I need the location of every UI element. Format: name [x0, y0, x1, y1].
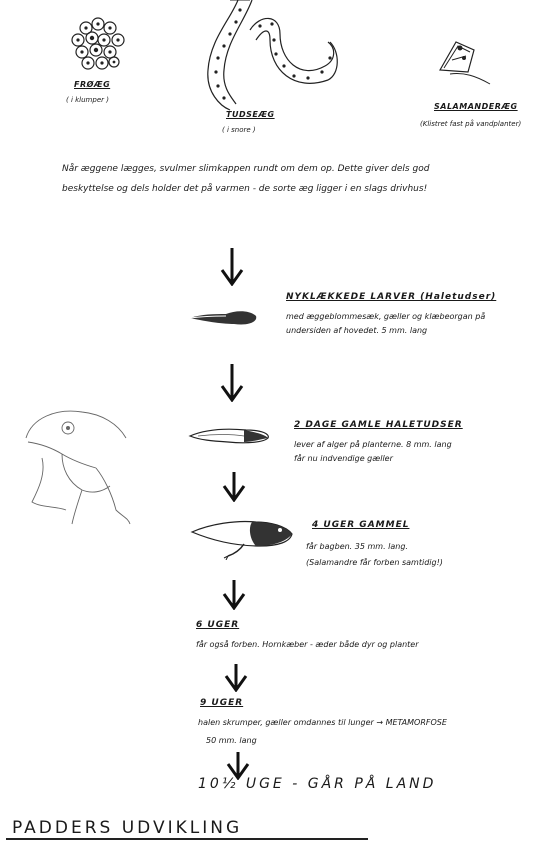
stage-5-title: 9 UGER	[200, 698, 244, 708]
toad-egg-sublabel: ( i snore )	[222, 126, 256, 134]
intro-line-1: Når æggene lægges, svulmer slimkappen rundt om dem op. Dette giver dels god	[62, 164, 430, 174]
down-arrow-icon	[220, 364, 244, 402]
stage-2-desc-1: lever af alger på planterne. 8 mm. lang	[294, 440, 452, 449]
down-arrow-icon	[220, 248, 244, 286]
final-stage-text: 10½ UGE - GÅR PÅ LAND	[198, 776, 437, 792]
intro-line-2: beskyttelse og dels holder det på varmen - de sorte æg ligger i en slags drivhus!	[62, 184, 428, 194]
stage-4-desc-1: får også forben. Hornkæber - æder både dyr og planter	[196, 640, 419, 649]
stage-5-desc-1: halen skrumper, gæller omdannes til lunger → METAMORFOSE	[198, 718, 447, 727]
stage-1-desc-1: med æggeblommesæk, gæller og klæbeorgan på	[286, 312, 486, 321]
frog-egg-label: FRØÆG	[74, 80, 111, 89]
salamander-egg-drawing	[430, 30, 500, 90]
hatchling-larva-drawing	[188, 304, 260, 330]
two-day-tadpole-drawing	[188, 424, 272, 448]
toad-egg-string-drawing	[190, 0, 340, 112]
title-underline	[6, 838, 368, 840]
stage-5-desc-2: 50 mm. lang	[206, 736, 257, 745]
stage-1-title: NYKLÆKKEDE LARVER (Haletudser)	[286, 292, 497, 302]
frog-egg-sublabel: ( i klumper )	[66, 96, 109, 104]
four-week-tadpole-drawing	[190, 516, 296, 560]
stage-1-desc-2: undersiden af hovedet. 5 mm. lang	[286, 326, 428, 335]
frog-sketch-drawing	[22, 398, 132, 528]
salamander-egg-label: SALAMANDERÆG	[434, 102, 518, 111]
stage-3-desc-1: får bagben. 35 mm. lang.	[306, 542, 408, 551]
down-arrow-icon	[224, 664, 248, 692]
down-arrow-icon	[222, 580, 246, 610]
toad-egg-label: TUDSEÆG	[226, 110, 275, 119]
stage-2-title: 2 DAGE GAMLE HALETUDSER	[294, 420, 463, 430]
down-arrow-icon	[222, 472, 246, 502]
stage-3-title: 4 UGER GAMMEL	[312, 520, 410, 530]
stage-3-desc-2: (Salamandre får forben samtidig!)	[306, 558, 443, 567]
salamander-egg-sublabel: (Klistret fast på vandplanter)	[420, 120, 522, 128]
page-title: PADDERS UDVIKLING	[12, 818, 243, 838]
stage-4-title: 6 UGER	[196, 620, 240, 630]
frog-egg-cluster-drawing	[66, 14, 130, 74]
stage-2-desc-2: får nu indvendige gæller	[294, 454, 393, 463]
